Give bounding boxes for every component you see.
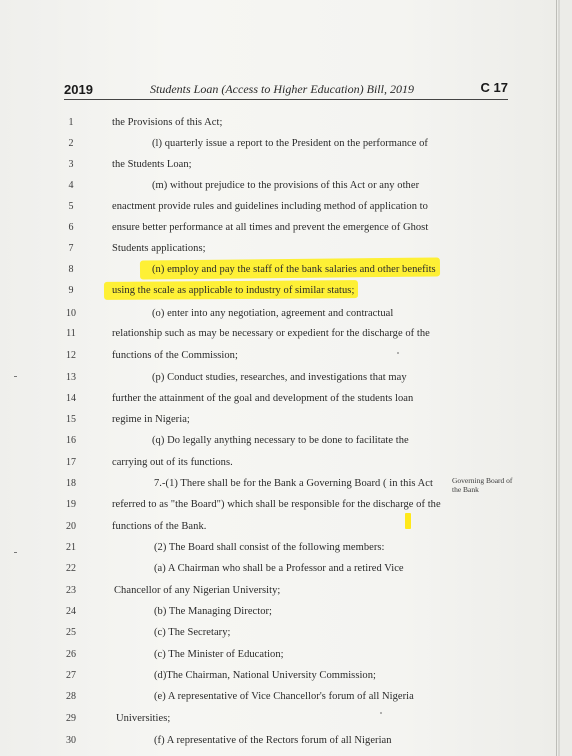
line-number: 23: [66, 585, 76, 596]
line-text: referred to as "the Board") which shall be responsible for the discharge of the: [112, 499, 441, 510]
line-text: carrying out of its functions.: [112, 457, 233, 468]
line-number: 2: [68, 138, 74, 149]
line-text: Universities;: [116, 713, 171, 724]
line-number: 3: [68, 159, 74, 170]
line-text: (o) enter into any negotiation, agreement and contractual: [152, 308, 394, 319]
line-text: (c) The Secretary;: [154, 627, 231, 638]
scan-speck: [397, 352, 399, 354]
line-number: 8: [68, 264, 74, 275]
line-text: enactment provide rules and guidelines including method of application to: [112, 201, 428, 212]
line-text: the Students Loan;: [112, 159, 192, 170]
line-text: (2) The Board shall consist of the following members:: [154, 542, 385, 553]
line-text: functions of the Bank.: [112, 521, 207, 532]
scan-speck: [380, 712, 382, 714]
line-text: relationship such as may be necessary or expedient for the discharge of the: [112, 328, 430, 339]
line-number: 22: [66, 563, 76, 574]
line-number: 4: [68, 180, 74, 191]
line-text: (c) The Minister of Education;: [154, 649, 284, 660]
line-number: 25: [66, 627, 76, 638]
line-text: (n) employ and pay the staff of the bank salaries and other benefits: [152, 264, 436, 275]
line-number: 7: [68, 243, 74, 254]
line-number: 29: [66, 713, 76, 724]
line-text: further the attainment of the goal and development of the students loan: [112, 393, 414, 404]
line-number: 14: [66, 393, 76, 404]
line-number: 18: [66, 478, 76, 489]
line-number: 27: [66, 670, 76, 681]
line-text: (f) A representative of the Rectors forum of all Nigerian: [154, 735, 392, 746]
line-text: (m) without prejudice to the provisions of this Act or any other: [152, 180, 420, 191]
line-number: 11: [66, 328, 76, 339]
header-year: 2019: [64, 82, 93, 97]
line-number: 24: [66, 606, 76, 617]
line-number: 16: [66, 435, 76, 446]
line-text: regime in Nigeria;: [112, 414, 190, 425]
line-text: (p) Conduct studies, researches, and investigations that may: [152, 372, 407, 383]
line-text: (e) A representative of Vice Chancellor's forum of all Nigeria: [154, 691, 414, 702]
line-number: 6: [68, 222, 74, 233]
line-number: 9: [68, 285, 74, 296]
line-text: using the scale as applicable to industry of similar status;: [112, 285, 355, 296]
line-number: 28: [66, 691, 76, 702]
line-text: ensure better performance at all times and prevent the emergence of Ghost: [112, 222, 429, 233]
line-number: 20: [66, 521, 76, 532]
line-number: 21: [66, 542, 76, 553]
line-text: (l) quarterly issue a report to the President on the performance of: [152, 138, 428, 149]
line-number: 1: [68, 117, 74, 128]
scan-mark: [14, 376, 17, 377]
line-text: (a) A Chairman who shall be a Professor and a retired Vice: [154, 563, 404, 574]
margin-note: Governing Board of the Bank: [452, 476, 513, 494]
line-number: 19: [66, 499, 76, 510]
line-number: 5: [68, 201, 74, 212]
line-text: the Provisions of this Act;: [112, 117, 223, 128]
line-text: (b) The Managing Director;: [154, 606, 273, 617]
line-text: Chancellor of any Nigerian University;: [114, 585, 281, 596]
header-page-number: C 17: [480, 80, 508, 95]
line-text: (d)The Chairman, National University Commission;: [154, 670, 376, 681]
line-number: 17: [66, 457, 76, 468]
line-text: Students applications;: [112, 243, 206, 254]
line-text: functions of the Commission;: [112, 350, 238, 361]
line-number: 15: [66, 414, 76, 425]
line-number: 26: [66, 649, 76, 660]
line-number: 13: [66, 372, 76, 383]
line-number: 10: [66, 308, 76, 319]
line-text: 7.-(1) There shall be for the Bank a Governing Board ( in this Act: [154, 478, 433, 489]
line-text: (q) Do legally anything necessary to be done to facilitate the: [152, 435, 409, 446]
line-number: 30: [66, 735, 76, 746]
header-title: Students Loan (Access to Higher Education) Bill, 2019: [150, 82, 414, 96]
scan-mark: [14, 552, 17, 553]
line-number: 12: [66, 350, 76, 361]
